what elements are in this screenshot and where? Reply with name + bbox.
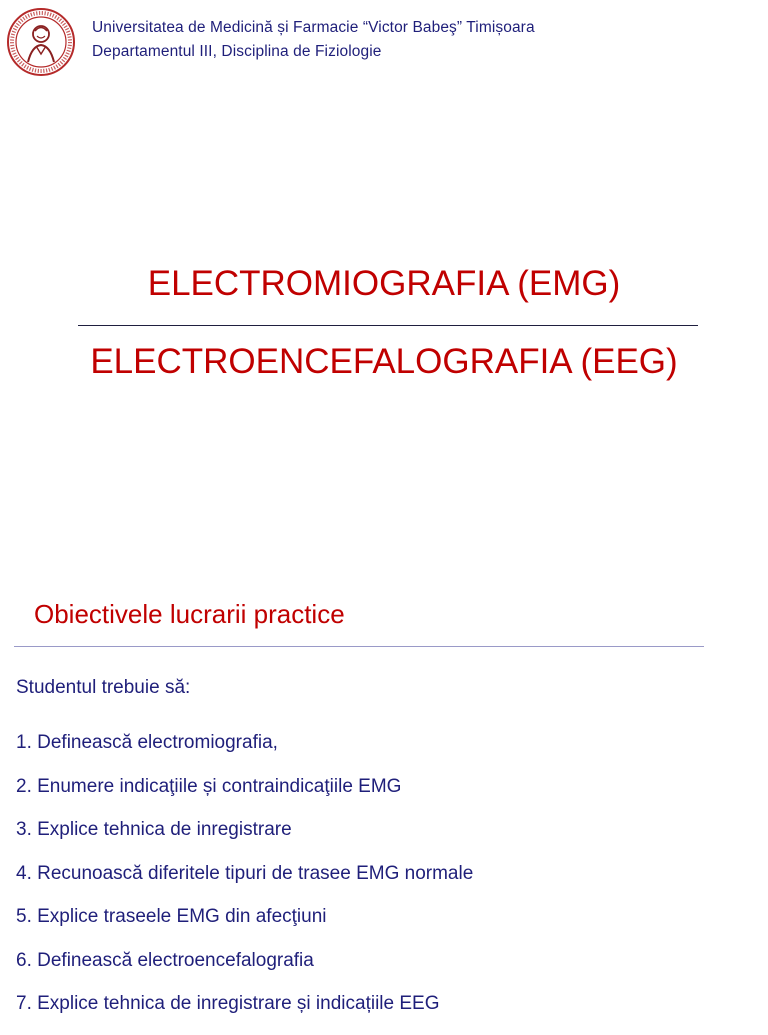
objective-item: 2. Enumere indicaţiile și contraindicaţiile EMG <box>16 775 402 797</box>
title-divider <box>78 325 698 326</box>
objective-item: 6. Definească electroencefalografia <box>16 949 314 971</box>
title-emg: ELECTROMIOGRAFIA (EMG) <box>147 264 621 303</box>
objectives-intro: Studentul trebuie să: <box>16 677 191 698</box>
objective-item: 3. Explice tehnica de inregistrare <box>16 819 292 840</box>
section-divider <box>14 646 704 647</box>
university-name: Universitatea de Medicină și Farmacie “Victor Babeş” Timișoara <box>92 19 535 36</box>
objective-item: 5. Explice traseele EMG din afecţiuni <box>16 906 327 927</box>
objectives-list <box>16 730 473 1035</box>
objectives-heading: Obiectivele lucrarii practice <box>34 599 345 629</box>
objective-item: 7. Explice tehnica de inregistrare și indicațiile EEG <box>16 993 440 1014</box>
title-eeg: ELECTROENCEFALOGRAFIA (EEG) <box>90 342 678 381</box>
department-name: Departamentul III, Disciplina de Fiziologie <box>92 43 382 60</box>
objective-item: 1. Definească electromiografia, <box>16 732 278 753</box>
university-seal-icon <box>6 6 76 78</box>
objective-item: 4. Recunoască diferitele tipuri de trasee EMG normale <box>16 862 474 884</box>
